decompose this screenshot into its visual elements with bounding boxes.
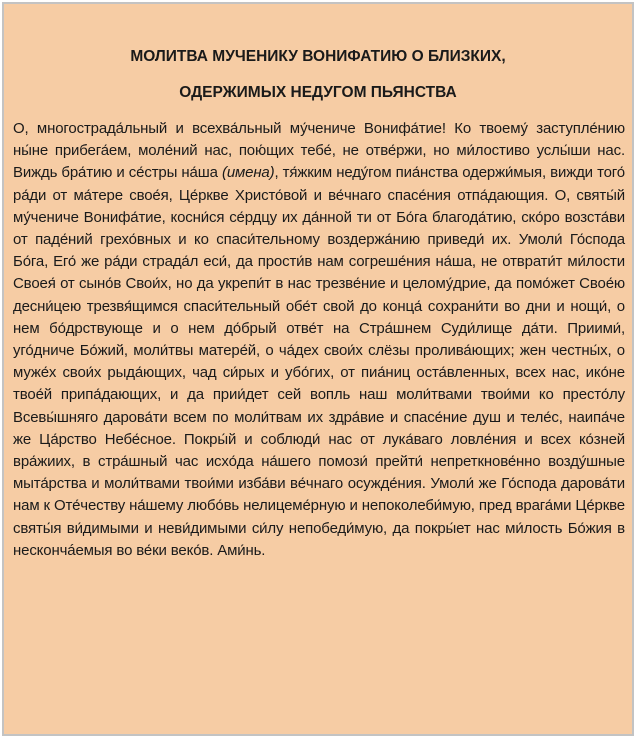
names-placeholder: (имена) xyxy=(221,164,275,182)
prayer-text-part-1: О, многострада́льный и всехва́льный му́чениче Вонифа́тие! Ко твоему́ заступле́нию ны́не прибега́ем, моле́ний нас, пою́щих тебе́, не отве́ржи, но ми́лостиво услы́ши нас. Виждь бра́тию и се́стры на́ша xyxy=(13,120,625,182)
prayer-text-part-2: , тя́жким неду́гом пиа́нства одержи́мыя, вижди того́ ра́ди от ма́тере свое́я, Це́ркве Христо́вой и ве́чнаго спасе́ния отпа́дающия. О, святы́й му́чениче Вонифа́тие, косни́ся се́рдцу их да́нной ти от Бо́га благода́тию, ско́ро возста́ви от паде́ний грехо́вных и ко спаси́тельному воздержа́нию приведи́ их. Умоли́ Го́спода Бо́га, Его́ же ра́ди страда́л еси́, да прости́в нам согреше́ния на́ша, не отврати́т ми́лости Своея́ от сыно́в Свои́х, но да укрепи́т в нас трезве́ние и целому́дрие, да помо́жет Свое́ю десни́цею трезвя́щимся спаси́тельный обе́т свой до конца́ сохрани́ти во дни и нощи́, о нем бо́дрствующе и о нем до́брый отве́т на Стра́шнем Суди́лище да́ти. Приими́, уго́дниче Бо́жий, моли́твы матере́й, о ча́дех свои́х слёзы пролива́ющих; жен честны́х, о муже́х свои́х рыда́ющих, чад си́рых и убо́гих, от пиа́ниц оста́вленных, всех нас, ико́не твое́й припа́дающих, и да прии́дет сей вопль наш моли́твами твои́ми ко престо́лу Всевы́шняго дарова́ти всем по моли́твам их здра́вие и спасе́ние душ и теле́с, наипа́че же Ца́рство Небе́сное. Покры́й и соблюди́ нас от лука́ваго ловле́ния и всех ко́зней вра́жиих, в стра́шный час исхо́да на́шего помози́ прейти́ непреткнове́нно возду́шные мыта́рства и моли́твами твои́ми изба́ви ве́чнаго осужде́ния. Умоли́ же Го́спода дарова́ти нам к Оте́честву на́шему любо́вь нелицеме́рную и непоколеби́мую, пред врага́ми Це́ркве святы́я ви́димыми и неви́димыми си́лу непобеди́мую, да покры́ет нас ми́лость Бо́жия в нескончáемыя во ве́ки веко́в. Ами́нь. xyxy=(13,164,625,559)
title-line-1: МОЛИТВА МУЧЕНИКУ ВОНИФАТИЮ О БЛИЗКИХ, xyxy=(130,48,506,65)
prayer-text xyxy=(13,118,625,562)
title-line-2: ОДЕРЖИМЫХ НЕДУГОМ ПЬЯНСТВА xyxy=(179,84,457,101)
prayer-card xyxy=(2,2,634,736)
